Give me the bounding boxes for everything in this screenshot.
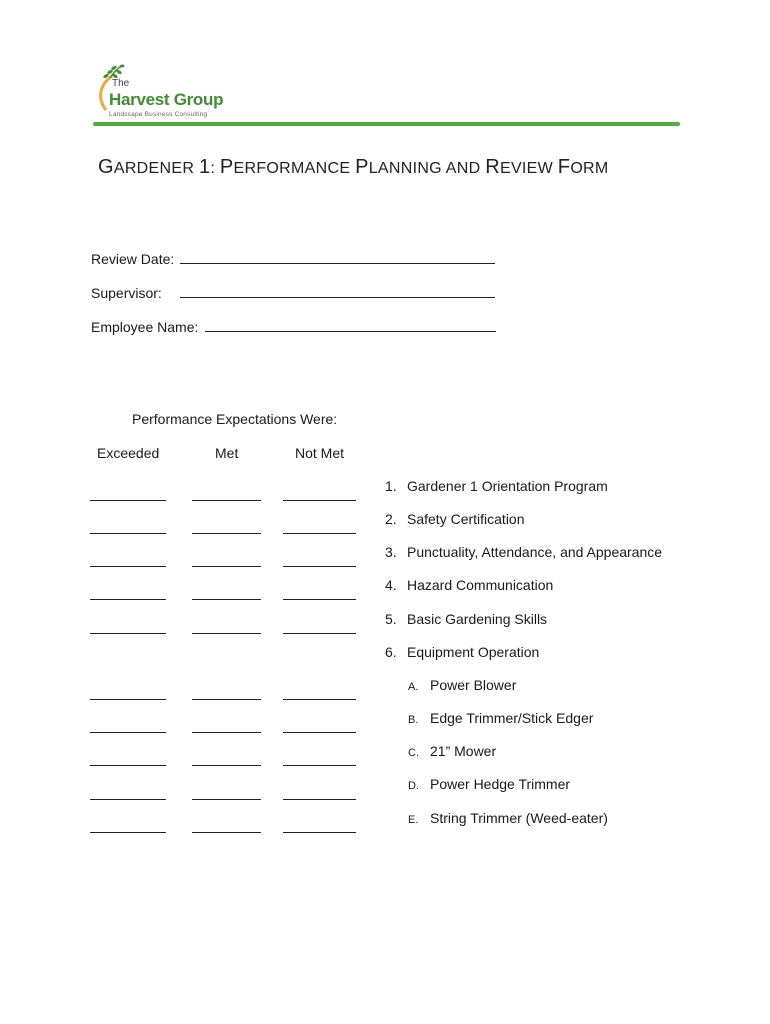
title-part: G bbox=[98, 156, 114, 178]
list-item bbox=[385, 577, 553, 593]
company-logo bbox=[92, 62, 222, 122]
rating-line-met[interactable] bbox=[192, 533, 261, 534]
review-date-field[interactable] bbox=[180, 263, 495, 264]
subitem-label: String Trimmer (Weed-eater) bbox=[430, 810, 608, 826]
supervisor-field[interactable] bbox=[180, 297, 495, 298]
rating-line-met[interactable] bbox=[192, 500, 261, 501]
title-part: ARDENER bbox=[113, 160, 199, 177]
title-part: : bbox=[210, 160, 220, 177]
list-item bbox=[385, 611, 547, 627]
employee-name-label: Employee Name: bbox=[91, 319, 199, 335]
review-date-label: Review Date: bbox=[91, 251, 175, 267]
item-number: 3. bbox=[385, 544, 397, 560]
rating-line-not-met[interactable] bbox=[283, 699, 356, 700]
column-not-met: Not Met bbox=[295, 445, 345, 461]
rating-line-exceeded[interactable] bbox=[90, 533, 166, 534]
page-title bbox=[98, 156, 609, 179]
sub-list-item bbox=[408, 776, 570, 792]
sub-list-item bbox=[408, 743, 496, 759]
subitem-letter: A. bbox=[408, 681, 419, 693]
title-part: R bbox=[485, 156, 500, 178]
item-number: 1. bbox=[385, 478, 397, 494]
item-number: 2. bbox=[385, 511, 397, 527]
list-item bbox=[385, 478, 608, 494]
title-part: 1 bbox=[198, 156, 211, 178]
rating-line-exceeded[interactable] bbox=[90, 799, 166, 800]
rating-line-exceeded[interactable] bbox=[90, 633, 166, 634]
rating-line-met[interactable] bbox=[192, 765, 261, 766]
rating-line-met[interactable] bbox=[192, 699, 261, 700]
rating-line-exceeded[interactable] bbox=[90, 699, 166, 700]
item-label: Equipment Operation bbox=[407, 644, 540, 660]
title-part: ORM bbox=[570, 160, 609, 177]
title-part: P bbox=[219, 156, 234, 178]
rating-line-met[interactable] bbox=[192, 799, 261, 800]
rating-line-not-met[interactable] bbox=[283, 533, 356, 534]
title-part: EVIEW bbox=[499, 160, 558, 177]
item-label: Gardener 1 Orientation Program bbox=[407, 478, 608, 494]
logo-the: The bbox=[112, 78, 130, 89]
list-item bbox=[385, 644, 539, 660]
rating-line-exceeded[interactable] bbox=[90, 599, 166, 600]
title-part: P bbox=[355, 156, 369, 178]
rating-line-exceeded[interactable] bbox=[90, 732, 166, 733]
subitem-letter: B. bbox=[408, 714, 419, 726]
employee-name-field[interactable] bbox=[205, 331, 496, 332]
item-number: 5. bbox=[385, 611, 397, 627]
rating-line-exceeded[interactable] bbox=[90, 832, 166, 833]
list-item bbox=[385, 511, 525, 527]
rating-line-met[interactable] bbox=[192, 599, 261, 600]
item-label: Punctuality, Attendance, and Appearance bbox=[407, 544, 663, 560]
sub-list-item bbox=[408, 810, 608, 826]
sub-list-item bbox=[408, 710, 593, 726]
rating-line-not-met[interactable] bbox=[283, 732, 356, 733]
supervisor-label: Supervisor: bbox=[91, 285, 162, 301]
logo-wordmark: Harvest Group bbox=[109, 90, 224, 109]
subitem-label: Edge Trimmer/Stick Edger bbox=[430, 710, 594, 726]
rating-line-met[interactable] bbox=[192, 732, 261, 733]
rating-line-not-met[interactable] bbox=[283, 599, 356, 600]
rating-line-exceeded[interactable] bbox=[90, 765, 166, 766]
section-label: Performance Expectations Were: bbox=[132, 411, 338, 427]
sub-list-item bbox=[408, 677, 516, 693]
subitem-letter: E. bbox=[408, 814, 419, 826]
subitem-label: Power Blower bbox=[430, 677, 517, 693]
list-item bbox=[385, 544, 662, 560]
column-met: Met bbox=[215, 445, 239, 461]
rating-line-met[interactable] bbox=[192, 832, 261, 833]
subitem-letter: D. bbox=[408, 780, 419, 792]
rating-line-exceeded[interactable] bbox=[90, 500, 166, 501]
subitem-label: 21” Mower bbox=[430, 743, 497, 759]
subitem-letter: C. bbox=[408, 747, 419, 759]
rating-line-met[interactable] bbox=[192, 633, 261, 634]
item-label: Basic Gardening Skills bbox=[407, 611, 548, 627]
title-part: ERFORMANCE bbox=[233, 160, 356, 177]
item-number: 6. bbox=[385, 644, 397, 660]
rating-line-exceeded[interactable] bbox=[90, 566, 166, 567]
rating-line-not-met[interactable] bbox=[283, 832, 356, 833]
rating-line-not-met[interactable] bbox=[283, 566, 356, 567]
header-divider bbox=[93, 122, 680, 126]
rating-line-not-met[interactable] bbox=[283, 500, 356, 501]
title-part: LANNING AND bbox=[368, 160, 486, 177]
rating-line-not-met[interactable] bbox=[283, 799, 356, 800]
item-number: 4. bbox=[385, 577, 397, 593]
item-label: Safety Certification bbox=[407, 511, 525, 527]
subitem-label: Power Hedge Trimmer bbox=[430, 776, 571, 792]
logo-tagline: Landscape Business Consulting bbox=[109, 111, 208, 118]
item-label: Hazard Communication bbox=[407, 577, 554, 593]
column-exceeded: Exceeded bbox=[97, 445, 160, 461]
title-part: F bbox=[557, 156, 571, 178]
rating-line-met[interactable] bbox=[192, 566, 261, 567]
rating-line-not-met[interactable] bbox=[283, 765, 356, 766]
rating-line-not-met[interactable] bbox=[283, 633, 356, 634]
